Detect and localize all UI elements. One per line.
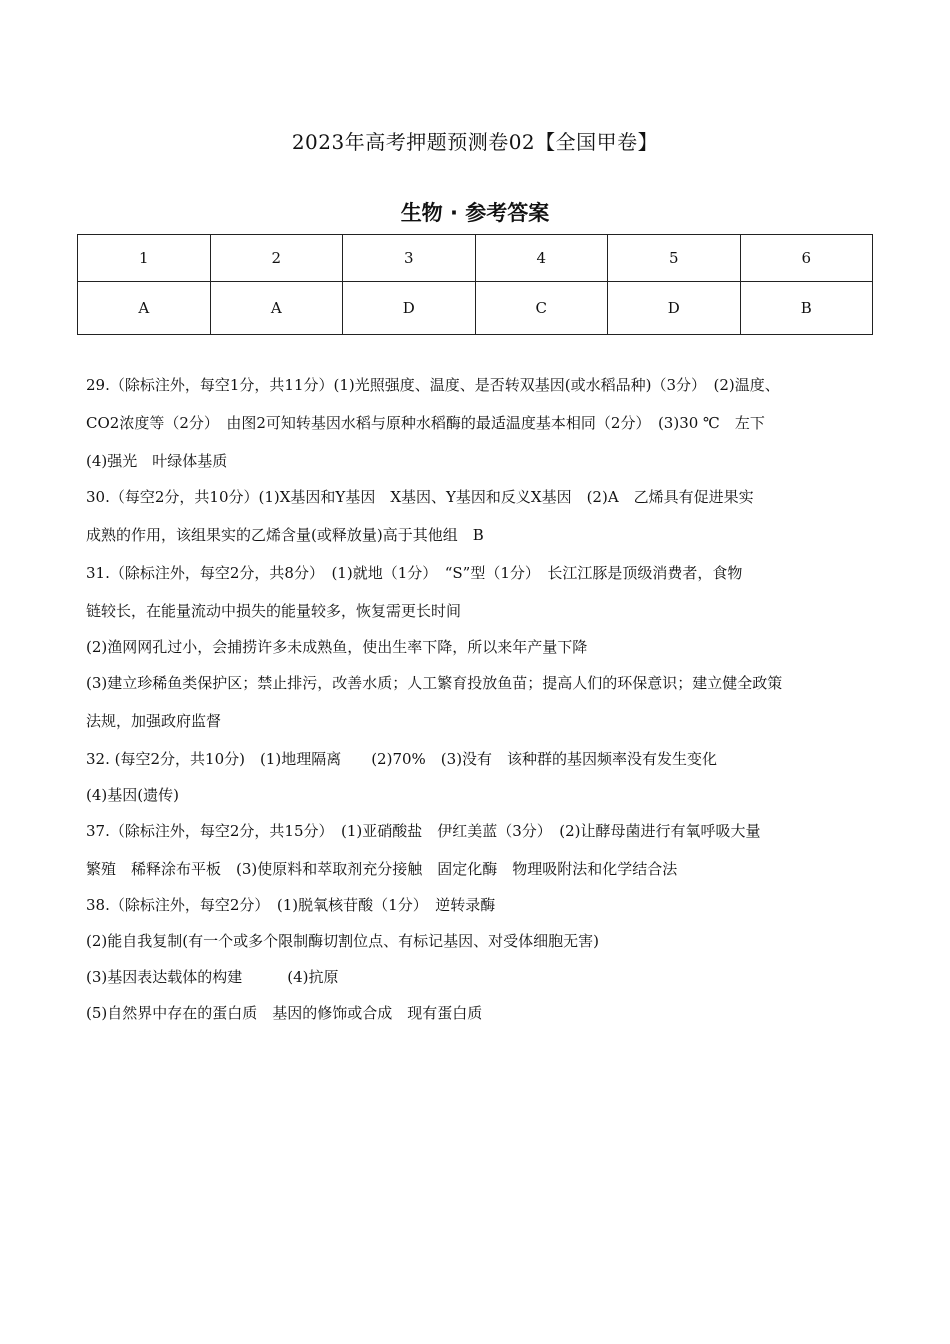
- answer-cell: D: [343, 282, 476, 335]
- answer-cell: A: [210, 282, 343, 335]
- answer-cell: D: [608, 282, 741, 335]
- question-number-cell: 3: [343, 235, 476, 282]
- answer-line: 32. (每空2分，共10分) (1)地理隔离 (2)70% (3)没有 该种群的基因频率没有发生变化: [86, 750, 718, 768]
- answer-table: [77, 234, 873, 335]
- answer-line: 29.（除标注外，每空1分，共11分）(1)光照强度、温度、是否转双基因(或水稻品种)（3分） (2)温度、: [86, 376, 780, 394]
- answer-line: (3)基因表达载体的构建 (4)抗原: [86, 968, 339, 986]
- answer-line: CO2浓度等（2分） 由图2可知转基因水稻与原种水稻酶的最适温度基本相同（2分） (3)30 ℃ 左下: [86, 414, 765, 432]
- answer-line: 31.（除标注外，每空2分，共8分） (1)就地（1分） “S”型（1分） 长江江豚是顶级消费者，食物: [86, 564, 743, 582]
- answer-line: (2)渔网网孔过小，会捕捞许多未成熟鱼，使出生率下降，所以来年产量下降: [86, 638, 588, 656]
- page-title: 2023年高考押题预测卷02【全国甲卷】: [291, 130, 659, 154]
- question-number-cell: 6: [740, 235, 873, 282]
- answer-cell: A: [78, 282, 211, 335]
- question-number-cell: 1: [78, 235, 211, 282]
- question-number-cell: 2: [210, 235, 343, 282]
- answer-line: 38.（除标注外，每空2分） (1)脱氧核苷酸（1分） 逆转录酶: [86, 896, 496, 914]
- page-subtitle: 生物 · 参考答案: [400, 201, 550, 225]
- answer-line: (3)建立珍稀鱼类保护区；禁止排污，改善水质；人工繁育投放鱼苗；提高人们的环保意识；建立健全政策: [86, 674, 783, 692]
- answer-line: 繁殖 稀释涂布平板 (3)使原料和萃取剂充分接触 固定化酶 物理吸附法和化学结合法: [86, 860, 678, 878]
- answer-explanations: [86, 374, 866, 1038]
- answer-line: 37.（除标注外，每空2分，共15分） (1)亚硝酸盐 伊红美蓝（3分） (2)让酵母菌进行有氧呼吸大量: [86, 822, 761, 840]
- question-number-cell: 4: [475, 235, 608, 282]
- answer-line: 成熟的作用，该组果实的乙烯含量(或释放量)高于其他组 B: [86, 526, 484, 544]
- answer-line: 法规，加强政府监督: [86, 712, 222, 730]
- answer-line: (4)强光 叶绿体基质: [86, 452, 228, 470]
- answer-cell: C: [475, 282, 608, 335]
- answer-line: (2)能自我复制(有一个或多个限制酶切割位点、有标记基因、对受体细胞无害): [86, 932, 599, 950]
- answer-line: 链较长，在能量流动中损失的能量较多，恢复需更长时间: [86, 602, 462, 620]
- answer-line: 30.（每空2分，共10分）(1)X基因和Y基因 X基因、Y基因和反义X基因 (2)A 乙烯具有促进果实: [86, 488, 754, 506]
- answer-cell: B: [740, 282, 873, 335]
- question-number-cell: 5: [608, 235, 741, 282]
- answer-table-header-row: [78, 235, 873, 282]
- answer-table-answer-row: [78, 282, 873, 335]
- answer-line: (4)基因(遗传): [86, 786, 179, 804]
- answer-line: (5)自然界中存在的蛋白质 基因的修饰或合成 现有蛋白质: [86, 1004, 483, 1022]
